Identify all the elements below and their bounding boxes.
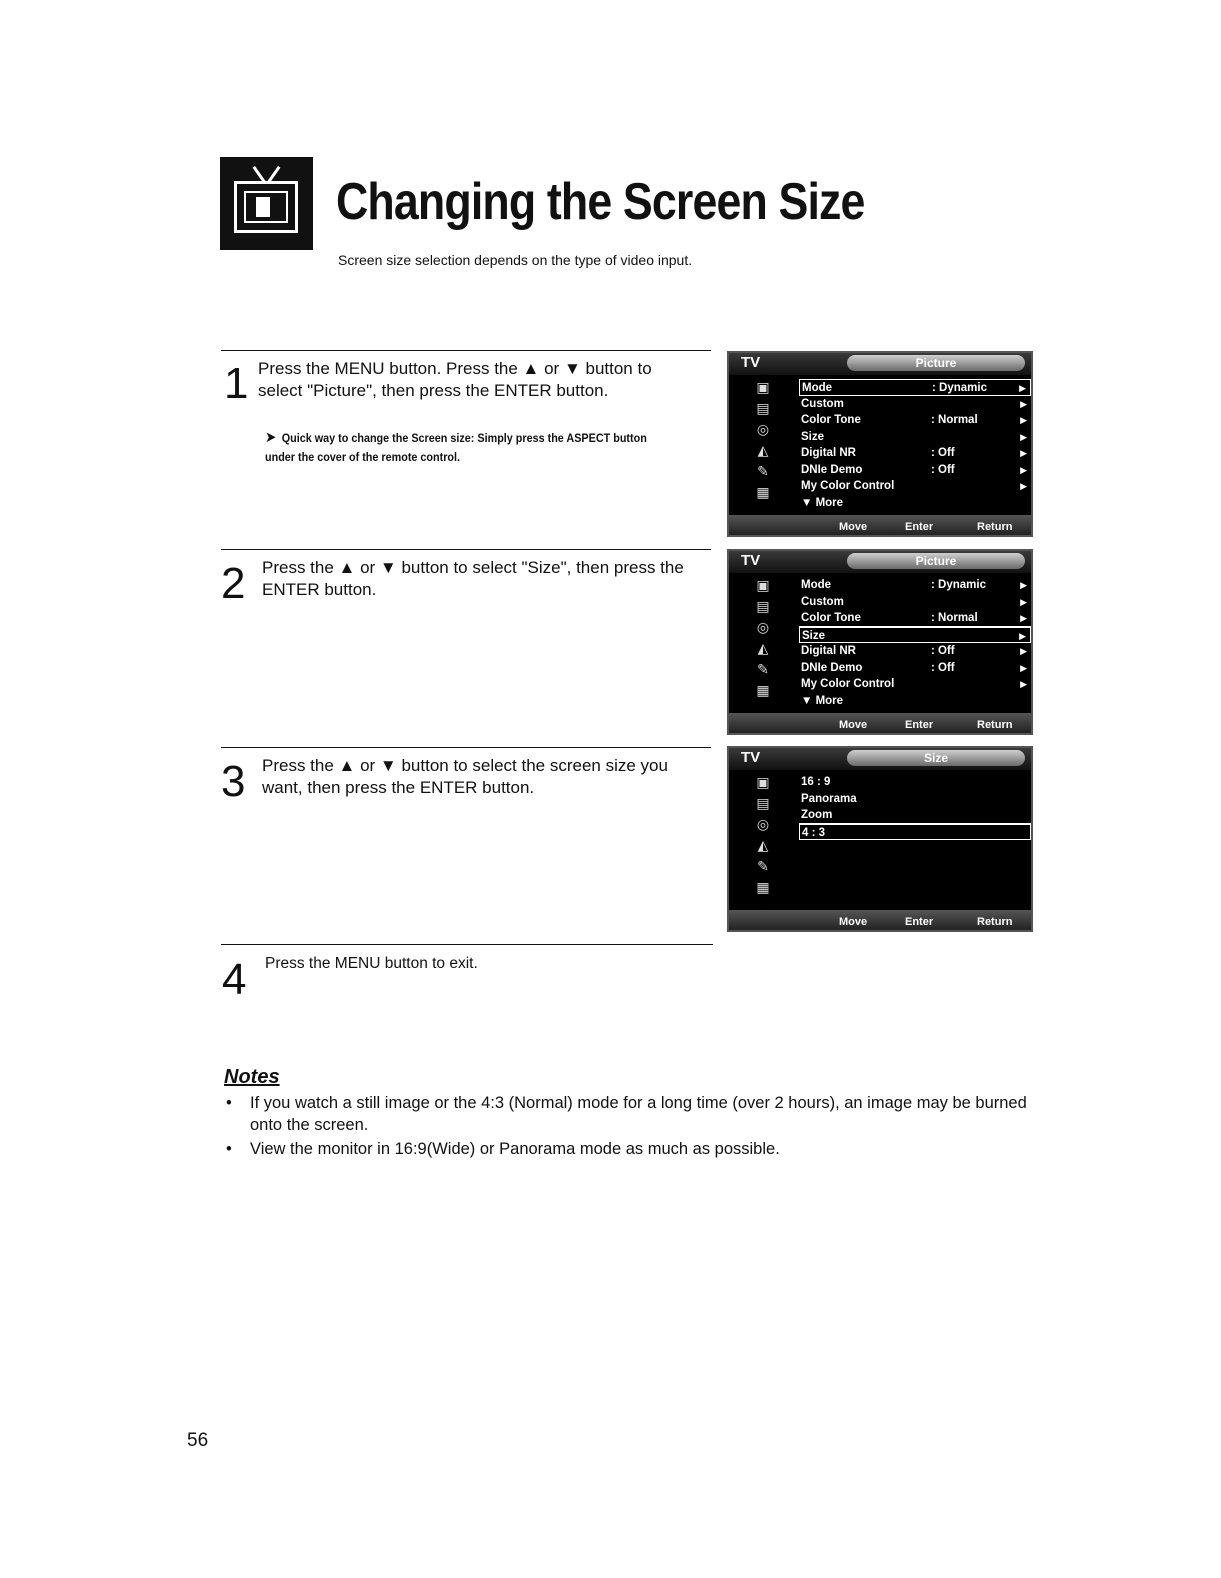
notes-heading: Notes bbox=[224, 1066, 280, 1088]
osd-menu-row: Mode : Dynamic ▶ bbox=[799, 379, 1031, 396]
tip-text: Quick way to change the Screen size: Simply press the ASPECT button under the cover of the remote control. bbox=[265, 431, 647, 464]
size-option: Panorama bbox=[801, 792, 857, 805]
step-2-number: 2 bbox=[221, 559, 246, 608]
step-1-number: 1 bbox=[224, 359, 249, 408]
osd-picture-menu-mode: TV Picture ▣ ▤ ◎ ◭ ✎ ▦ Mode : Dynamic ▶ Custom ▶ Color Tone : Normal ▶ Size ▶ Digital NR : Off ▶ DNIe Demo : Off ▶ My Color Control ▶ ▼ More Move Enter Return bbox=[727, 351, 1033, 537]
osd-size-tab: Size bbox=[847, 750, 1025, 766]
step-4-rule bbox=[221, 944, 713, 945]
step-2-rule bbox=[221, 549, 711, 550]
osd-tv-label: TV bbox=[741, 354, 761, 371]
step-3-number: 3 bbox=[221, 757, 246, 806]
size-option: 16 : 9 bbox=[801, 776, 831, 788]
page-subtitle: Screen size selection depends on the type of video input. bbox=[338, 252, 693, 268]
step-4-number: 4 bbox=[222, 955, 247, 1004]
sound-icon: ◎ bbox=[756, 421, 770, 437]
step-3-text: Press the ▲ or ▼ button to select the screen size you want, then press the ENTER button. bbox=[262, 756, 668, 797]
osd-size-menu: TV Size ▣ ▤ ◎ ◭ ✎ ▦ 16 : 9 Panorama Zoom 4 : 3 Move Enter Return bbox=[727, 746, 1033, 932]
step-1-rule bbox=[221, 350, 711, 351]
page-title: Changing the Screen Size bbox=[336, 173, 865, 231]
step-4-text: Press the MENU button to exit. bbox=[265, 955, 478, 972]
osd-icon-column bbox=[743, 379, 783, 505]
step-2-text: Press the ▲ or ▼ button to select "Size", then press the ENTER button. bbox=[262, 558, 684, 599]
notes-list bbox=[224, 1092, 1034, 1162]
quick-tip bbox=[265, 428, 661, 467]
osd-picture-menu-size: TV Picture ▣ ▤ ◎ ◭ ✎ ▦ Mode : Dynamic ▶ Custom ▶ Color Tone : Normal ▶ Size ▶ Digital NR : Off ▶ DNIe Demo : Off ▶ My Color Control ▶ ▼ More Move Enter Return bbox=[727, 549, 1033, 735]
size-option-selected: 4 : 3 bbox=[799, 824, 1031, 841]
osd-picture-tab: Picture bbox=[847, 355, 1025, 371]
setup-icon: ✎ bbox=[757, 463, 769, 479]
tv-section-icon bbox=[220, 157, 313, 250]
step-1-text: Press the MENU button. Press the ▲ or ▼ button to select "Picture", then press the ENTER button. bbox=[258, 359, 652, 400]
input-icon: ▣ bbox=[756, 379, 770, 395]
picture-icon: ▤ bbox=[756, 400, 770, 416]
note-item: • If you watch a still image or the 4:3 (Normal) mode for a long time (over 2 hours), an image may be burned onto the screen. bbox=[224, 1092, 1034, 1136]
tip-arrow-icon: ➤ bbox=[265, 429, 277, 446]
page-number: 56 bbox=[187, 1430, 209, 1451]
channel-icon: ◭ bbox=[757, 442, 769, 458]
tv-icon: ▦ bbox=[756, 484, 770, 500]
step-3-rule bbox=[221, 747, 711, 748]
note-item: • View the monitor in 16:9(Wide) or Panorama mode as much as possible. bbox=[224, 1138, 1034, 1160]
size-option: Zoom bbox=[799, 807, 1031, 824]
